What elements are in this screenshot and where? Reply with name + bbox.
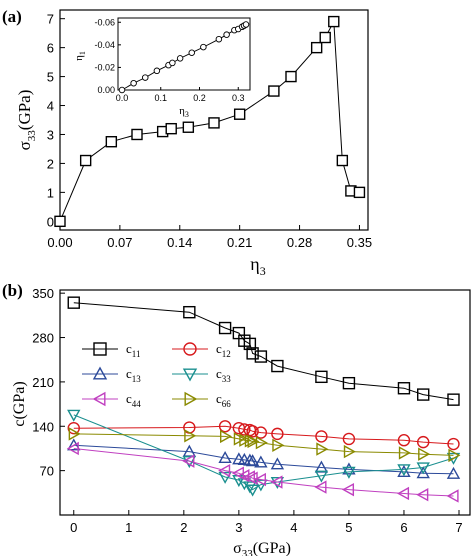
inset-frame: [118, 18, 250, 90]
data-point: [55, 216, 65, 226]
y-tick-label: 5: [46, 69, 54, 85]
y-tick-label: 7: [46, 11, 54, 27]
inset-data-point: [154, 68, 160, 74]
inset-x-tick-label: 0.0: [115, 93, 129, 103]
y-tick-label: 4: [46, 98, 54, 114]
legend-label-c66: $c_{66}$: [216, 391, 231, 409]
inset-x-axis-label: $\eta_3$: [179, 105, 189, 119]
inset-x-tick-label: 0.2: [193, 93, 206, 103]
inset-x-tick-label: 0.3: [231, 93, 245, 103]
data-point: [209, 118, 219, 128]
data-point: [81, 156, 91, 166]
inset-y-tick-label: -0.02: [94, 62, 115, 73]
x-tick-label: 3: [235, 520, 243, 535]
x-tick-label: 0.28: [286, 235, 313, 250]
y-tick-label: 210: [32, 374, 54, 390]
y-tick-label: 6: [46, 40, 54, 56]
inset-data-point: [224, 32, 230, 38]
x-tick-label: 0.07: [107, 235, 133, 250]
inset-data-point: [189, 50, 195, 56]
panel-b-x-axis-label: $\sigma_{33}(GPa)$: [233, 540, 291, 556]
panel-b-legend: [82, 341, 231, 409]
data-point: [312, 43, 322, 53]
x-tick-label: 0.00: [47, 235, 73, 250]
data-point: [329, 17, 339, 27]
y-tick-label: 70: [39, 463, 54, 479]
data-point: [320, 33, 330, 43]
inset-data-point: [119, 87, 125, 93]
data-point: [286, 72, 296, 82]
x-tick-label: 0.35: [346, 235, 373, 250]
data-point: [183, 122, 193, 132]
y-tick-label: 280: [32, 330, 54, 346]
data-point: [235, 109, 245, 119]
y-tick-label: 2: [46, 156, 54, 172]
data-point: [269, 86, 279, 96]
x-tick-label: 1: [125, 520, 133, 535]
x-tick-label: 0: [70, 520, 78, 535]
legend-label-c11: $c_{11}$: [126, 341, 141, 359]
y-tick-label: 350: [32, 286, 54, 302]
panel-a-label: (a): [2, 7, 22, 26]
y-tick-label: 1: [46, 185, 54, 201]
inset-y-tick-label: -0.04: [94, 39, 115, 50]
data-point: [106, 137, 116, 147]
y-tick-label: 140: [32, 419, 54, 435]
data-point: [132, 129, 142, 139]
legend-marker-c13: [94, 368, 106, 379]
x-tick-label: 5: [345, 520, 353, 535]
inset-data-point: [201, 44, 207, 50]
inset-data-point: [131, 80, 137, 86]
inset-data-point: [243, 22, 249, 28]
y-tick-label: 0: [46, 214, 54, 230]
x-tick-label: 6: [400, 520, 408, 535]
data-point: [354, 187, 364, 197]
inset-x-tick-label: 0.1: [154, 93, 168, 103]
data-point: [166, 124, 176, 134]
panel-a-x-axis-label: $\eta_3$: [250, 254, 266, 278]
inset-data-point: [216, 36, 222, 42]
series-line-c44: [74, 449, 454, 497]
legend-marker-c33: [184, 369, 196, 380]
panel-b-ticks: [32, 286, 462, 535]
panel-b-label: (b): [2, 281, 23, 300]
inset-data-point: [177, 56, 183, 62]
inset-y-tick-label: 0.00: [97, 85, 115, 95]
inset-y-axis-label: $\eta_1$: [73, 51, 87, 61]
x-tick-label: 4: [290, 520, 298, 535]
legend-label-c33: $c_{33}$: [216, 366, 231, 384]
inset-y-tick-label: -0.06: [94, 17, 115, 28]
legend-label-c12: $c_{12}$: [216, 341, 231, 359]
inset-data-point: [170, 60, 176, 66]
x-tick-label: 0.21: [227, 235, 253, 250]
x-tick-label: 2: [180, 520, 188, 535]
y-tick-label: 3: [46, 127, 54, 143]
data-point: [337, 156, 347, 166]
panel-a-y-axis-label: $\sigma_{33}(GPa)$: [15, 89, 38, 151]
panel-b-y-axis-label: c(GPa): [11, 381, 28, 427]
inset-data-point: [142, 75, 148, 81]
x-tick-label: 0.14: [167, 235, 193, 250]
legend-label-c44: $c_{44}$: [126, 391, 141, 409]
legend-label-c13: $c_{13}$: [126, 366, 141, 384]
x-tick-label: 7: [455, 520, 463, 535]
